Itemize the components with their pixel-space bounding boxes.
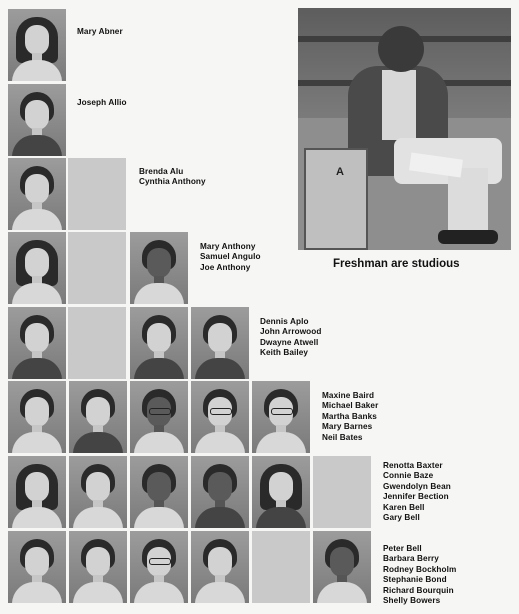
no-photo-placeholder: [68, 307, 126, 379]
portrait-gwendolyn-bean: [130, 456, 188, 528]
student-name: Samuel Angulo: [200, 252, 261, 262]
student-name: Dennis Aplo: [260, 317, 309, 326]
portrait-mary-barnes: [191, 381, 249, 453]
student-name: Maxine Baird: [322, 391, 375, 400]
name-group-6: [322, 391, 378, 443]
no-photo-placeholder: [313, 456, 371, 528]
portrait-dennis-aplo: [8, 307, 66, 379]
no-photo-placeholder: [252, 531, 310, 603]
portrait-connie-baze: [69, 456, 127, 528]
student-name: Renotta Baxter: [383, 461, 443, 470]
student-name: Brenda Alu: [139, 167, 184, 176]
name-group-1: [77, 27, 123, 37]
portrait-michael-baker: [69, 381, 127, 453]
student-name: Cynthia Anthony: [139, 177, 206, 187]
name-group-5: [260, 317, 322, 359]
portrait-keith-bailey: [191, 307, 249, 379]
name-group-7: [383, 461, 451, 523]
studying-student-photo: [298, 8, 511, 250]
portrait-peter-bell: [8, 531, 66, 603]
no-photo-placeholder: [68, 232, 126, 304]
student-name: Connie Baze: [383, 471, 434, 481]
student-name: Gary Bell: [383, 512, 420, 522]
student-shoe: [438, 230, 498, 244]
portrait-rodney-bockholm: [130, 531, 188, 603]
seat-letter: A: [336, 166, 344, 178]
portrait-dwayne-atwell: [130, 307, 188, 379]
student-head: [378, 26, 424, 72]
portrait-barbara-berry: [69, 531, 127, 603]
student-name: Joe Anthony: [200, 262, 251, 272]
photo-caption: Freshman are studious: [333, 258, 460, 270]
student-name: Barbara Berry: [383, 554, 439, 564]
portrait-renotta-baxter: [8, 456, 66, 528]
student-name: Neil Bates: [322, 432, 363, 442]
student-name: Keith Bailey: [260, 348, 309, 358]
name-group-4: [200, 242, 261, 273]
student-name: Shelly Bowers: [383, 595, 441, 605]
student-name: Mary Abner: [77, 27, 123, 36]
student-name: Stephanie Bond: [383, 575, 447, 585]
student-name: Richard Bourquin: [383, 585, 454, 595]
student-name: Jennifer Bection: [383, 492, 449, 502]
no-photo-placeholder: [68, 158, 126, 230]
portrait-joseph-allio: [8, 84, 66, 156]
portrait-shelly-bowers: [313, 531, 371, 603]
name-group-3: [139, 167, 206, 188]
portrait-maxine-baird: [8, 381, 66, 453]
student-name: John Arrowood: [260, 327, 322, 337]
student-lower-leg: [448, 168, 488, 232]
portrait-neil-bates: [252, 381, 310, 453]
portrait-mary-anthony: [8, 232, 66, 304]
student-name: Martha Banks: [322, 411, 377, 421]
student-name: Karen Bell: [383, 502, 425, 512]
portrait-brenda-alu: [8, 158, 66, 230]
name-group-8: [383, 544, 456, 606]
portrait-stephanie-bond: [191, 531, 249, 603]
portrait-joe-anthony: [130, 232, 188, 304]
portrait-mary-abner: [8, 9, 66, 81]
student-name: Mary Barnes: [322, 422, 373, 432]
student-name: Gwendolyn Bean: [383, 481, 451, 491]
name-group-2: [77, 98, 127, 108]
student-name: Mary Anthony: [200, 242, 256, 251]
portrait-martha-banks: [130, 381, 188, 453]
portrait-karen-bell: [252, 456, 310, 528]
portrait-jennifer-bection: [191, 456, 249, 528]
seat-armrest: [304, 148, 368, 250]
student-name: Dwayne Atwell: [260, 337, 319, 347]
student-name: Peter Bell: [383, 544, 422, 553]
student-name: Rodney Bockholm: [383, 564, 457, 574]
student-name: Joseph Allio: [77, 98, 127, 107]
student-shirt: [382, 70, 416, 140]
student-name: Michael Baker: [322, 401, 379, 411]
